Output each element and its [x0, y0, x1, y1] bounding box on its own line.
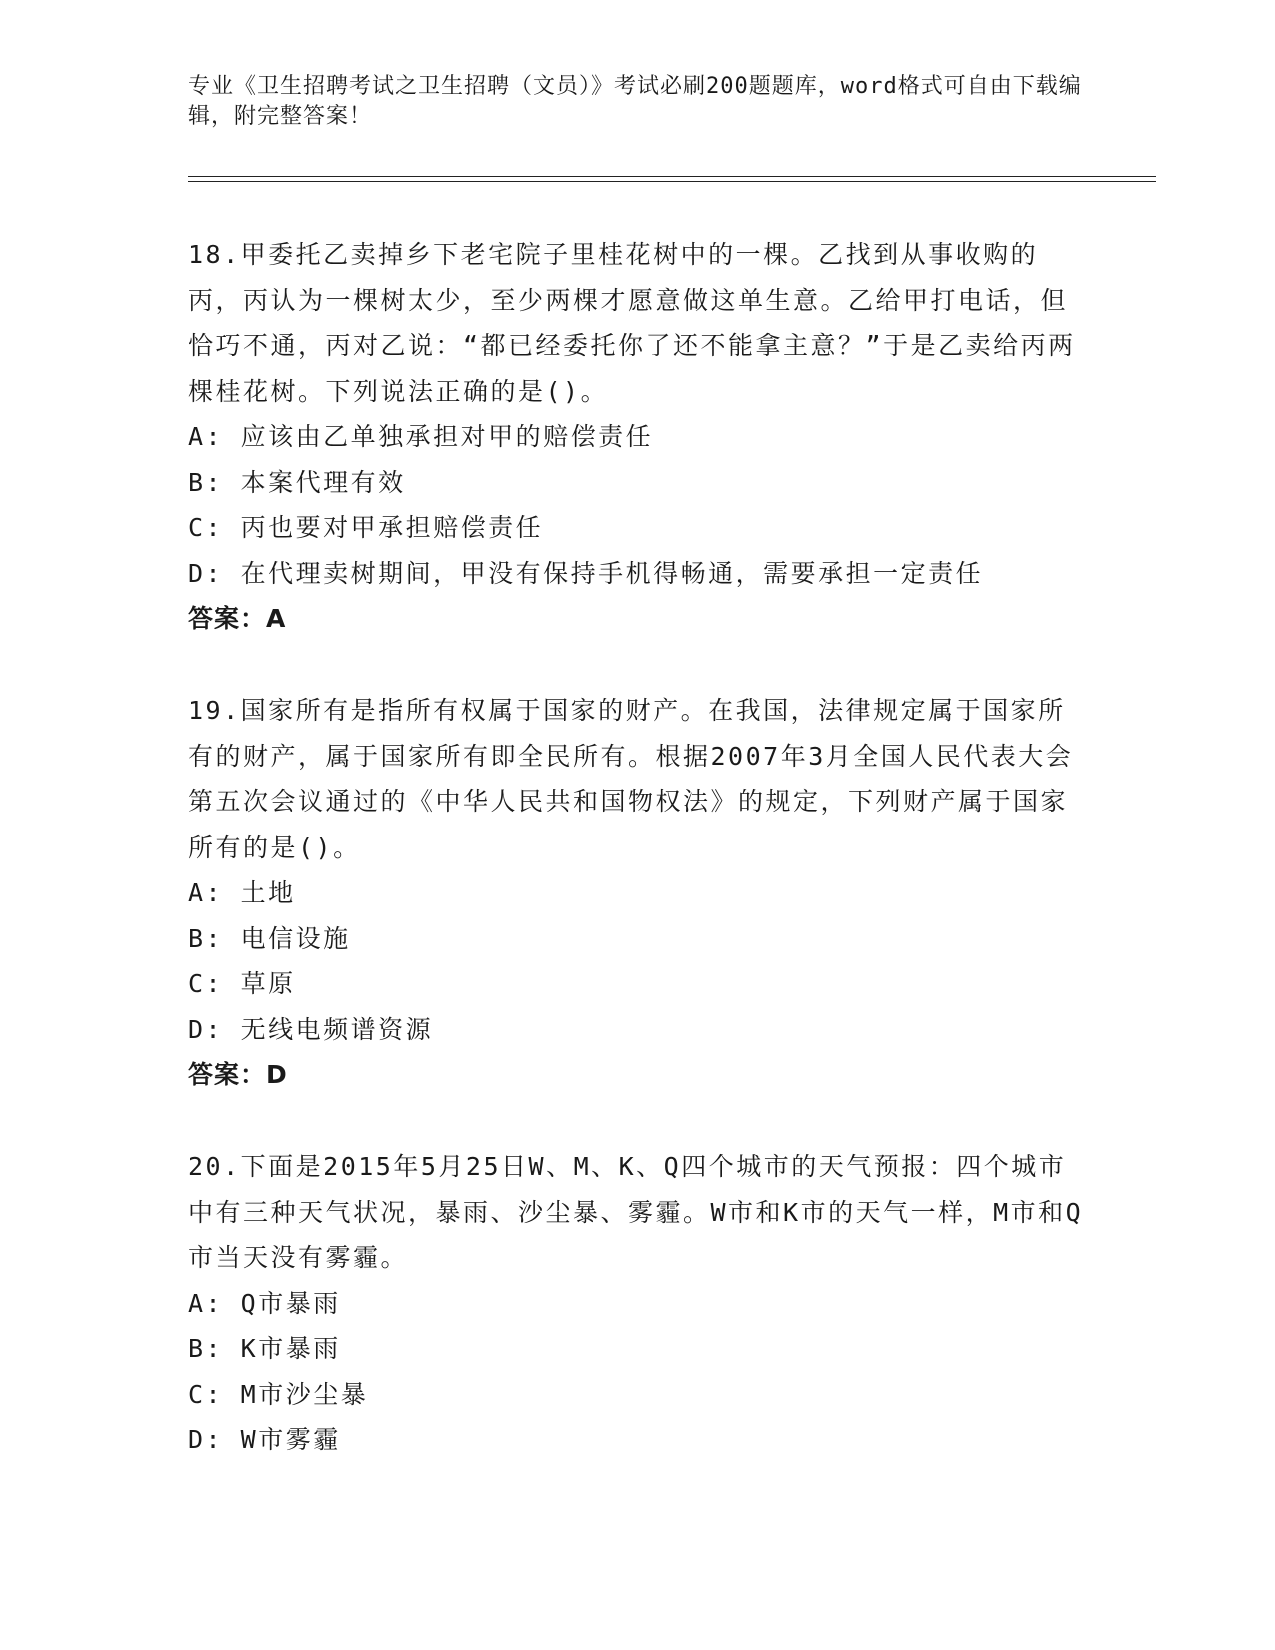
answer: 答案：A — [188, 604, 287, 633]
option-b: B: K市暴雨 — [188, 1334, 341, 1363]
option-a: A: Q市暴雨 — [188, 1288, 341, 1318]
question-18 — [188, 232, 1088, 642]
option-c: C: M市沙尘暴 — [188, 1379, 369, 1409]
question-text: 18.甲委托乙卖掉乡下老宅院子里桂花树中的一棵。乙找到从事收购的丙，丙认为一棵树太少，至少两棵才愿意做这单生意。乙给甲打电话，但恰巧不通，丙对乙说：“都已经委托你了还不能拿主意？”于是乙卖给丙两棵桂花树。下列说法正确的是()。 — [188, 240, 1076, 406]
question-text: 20.下面是2015年5月25日W、M、K、Q四个城市的天气预报：四个城市中有三种天气状况，暴雨、沙尘暴、雾霾。W市和K市的天气一样，M市和Q市当天没有雾霾。 — [188, 1152, 1084, 1272]
option-a: A: 应该由乙单独承担对甲的赔偿责任 — [188, 422, 654, 451]
option-d: D: 无线电频谱资源 — [188, 1014, 434, 1044]
answer: 答案：D — [188, 1060, 288, 1089]
option-a: A: 土地 — [188, 878, 296, 907]
option-d: D: W市雾霾 — [188, 1425, 341, 1454]
question-text: 19.国家所有是指所有权属于国家的财产。在我国，法律规定属于国家所有的财产，属于国家所有即全民所有。根据2007年3月全国人民代表大会第五次会议通过的《中华人民共和国物权法》的规定，下列财产属于国家所有的是()。 — [188, 696, 1074, 862]
option-c: C: 草原 — [188, 969, 296, 998]
option-b: B: 电信设施 — [188, 923, 351, 953]
question-20 — [188, 1144, 1088, 1463]
header-double-rule — [188, 176, 1156, 182]
option-c: C: 丙也要对甲承担赔偿责任 — [188, 513, 544, 542]
option-d: D: 在代理卖树期间，甲没有保持手机得畅通，需要承担一定责任 — [188, 558, 984, 588]
document-header: 专业《卫生招聘考试之卫生招聘（文员）》考试必刷200题题库，word格式可自由下载编辑，附完整答案！ — [188, 74, 1082, 129]
option-b: B: 本案代理有效 — [188, 467, 406, 497]
question-19 — [188, 688, 1088, 1098]
